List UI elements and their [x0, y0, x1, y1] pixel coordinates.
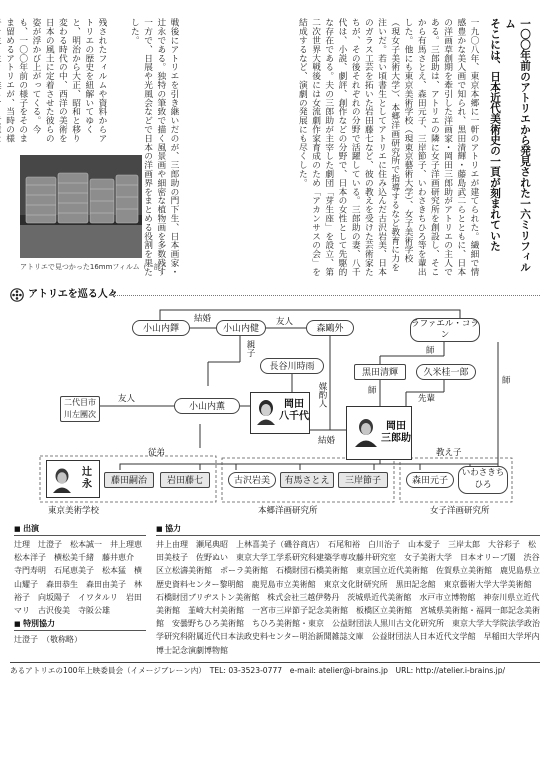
- headline-line1: 一〇〇年前のアトリエから発見された一六ミリフィルム: [504, 18, 531, 273]
- rel-yujin-left: 友人: [118, 394, 136, 404]
- photo-caption: アトリエで見つかった16mmフィルム（一部）: [20, 263, 168, 271]
- headline-line2: そこには、日本近代美術史の一頁が刻まれていた: [489, 18, 501, 252]
- rel-yujin-top: 友人: [276, 317, 294, 327]
- article-middle: 戦後にアトリエを引き継いだのが、三郎助の門下生、日本画家・辻永である。独特の筆致で描く風景画や細密な植物画を多数残す一方で、日展や光風会などで日本の洋画界をまとめる役割を果たした。: [129, 18, 179, 277]
- relationship-diagram: [0, 306, 550, 522]
- saburosuke-name-line1: 岡田: [386, 421, 406, 432]
- rel-baishakunin: 媒酌人: [317, 382, 327, 408]
- portrait-okada-yachiyo: [250, 392, 310, 434]
- node-iwasaki-chihiro: いわさきちひろ: [458, 466, 508, 494]
- article-closing: 残されたフィルムや資料からアトリエの歴史を紐解いてゆくと、明治から大正、昭和と移り変わる時代の中、西洋の美術を日本の風土に定着させた彼らの姿が浮かび上がってくる。今も、一〇〇年前の様子をそのまま留めるアトリエが、当時の様: [4, 18, 107, 143]
- portrait-okada-saburosuke: [346, 406, 412, 460]
- rel-oshiego: 教え子: [436, 448, 462, 458]
- group-joshi: 女子洋画研究所: [430, 506, 490, 516]
- rel-kekkon-mid: 結婚: [318, 436, 336, 446]
- section-header: [10, 288, 540, 304]
- section-title: アトリエを巡る人々: [28, 289, 118, 300]
- rel-senpai: 先輩: [418, 394, 436, 404]
- rel-shi-right: 師: [502, 376, 511, 386]
- node-arima-satoe: 有馬さとえ: [280, 472, 334, 488]
- credits-right-column: [156, 524, 540, 657]
- node-kuroda-seiki: 黒田清輝: [354, 364, 406, 380]
- tsuji-name-line1: 辻: [82, 467, 92, 478]
- appearance-heading: ■ 出演: [14, 524, 146, 536]
- group-hongo: 本郷洋画研究所: [258, 506, 318, 516]
- footer-contact: あるアトリエの100年上映委員会（イメージブレーン内） TEL: 03-3523-0777 e-mail: atelier@i-brains.jp URL: http://atelier.i-brains.jp/: [10, 662, 540, 679]
- special-list: 辻澄子 （敬称略）: [14, 635, 82, 645]
- appearance-list: 辻理 辻澄子 松本誠一 井上理恵 松本洋子 横松美千緒 藤井恵介 寺門寿明 石尾恵美子 松本猛 横山耀子 森田恭生 森田由美子 林裕子 向坂陽子 イワタルリ 岩田マリ 古沢俊美 寺阪公雄: [14, 540, 150, 616]
- yachiyo-name-line1: 岡田: [284, 399, 304, 410]
- tsuji-portrait-icon: [51, 467, 73, 493]
- node-mori-ogai: 森鷗外: [306, 320, 354, 336]
- node-kume-keiichiro: 久米桂一郎: [416, 364, 476, 380]
- credits: [14, 524, 540, 655]
- node-morita-motoko: 森田元子: [406, 472, 454, 488]
- yachiyo-portrait-icon: [255, 399, 277, 425]
- node-hasegawa-shigure: 長谷川時雨: [260, 358, 324, 374]
- film-reels-photo: [20, 155, 142, 258]
- article-body: 一九〇八年、東京本郷に一軒のアトリエが建てられた。繊細で情感豊かな美人画で知られ、黒田清輝・藤島武二らとともに、日本の洋画草創期を牽引した洋画家・岡田三郎助がアトリエの主人である。三郎助は、アトリエの隣に女子洋画研究所を創設し、そこから有馬さとえ、森田元子、三岸節子、いわさきちひろ等を輩出した。他にも東京美術学校（現東京藝術大学）、女子美術学校（現女子美術大学）、本郷洋画研究所で指導するなど教育に力を注いだ。若い頃書生としてアトリエに住み込んだ古沢岩美、日本のガラス工芸を拓いた岩田藤七など、彼の教えを受けた芸術家たちが、その後それぞれの分野で活躍している。三郎助の妻、八千代は、小説、劇評、創作などの分野で、日本の女性として先駆的な存在である。夫の三郎助が主宰した劇団「芽生座」を設立、第二次世界大戦後には女流劇作家育成のため「アカンサスの会」を結成するなど、演劇の発展にも尽くした。: [297, 18, 479, 277]
- saburosuke-portrait-icon: [353, 417, 379, 447]
- rel-shi-collin: 師: [426, 346, 435, 356]
- rel-kekkon-top: 結婚: [194, 314, 212, 324]
- rel-oyako: 親子: [245, 340, 255, 357]
- group-tokyo-bijutsu: 東京美術学校: [48, 506, 100, 516]
- cooperation-list: 井上由理 瀬尾典昭 上林喜美子（磯谷商店） 石尾和裕 白川治子 山本愛子 三岸太郎 大谷彩子 松田美枝子 佐野ぬい 東京大学工学系研究科建築学専攻藤井研究室 女子美術大学 日本オリーブ園 渋谷区立松濤美術館 ポーラ美術館 石橋財団石橋美術館 東京国立近代美術館 佐賀県立美術館 鹿児島県立歴史資料センター黎明館 鹿児島市立美術館 東京文化財研究所 黒田記念館 東京藝術大学大学美術館 石橋財団ブリヂストン美術館 株式会社三越伊勢丹 茨城県近代美術館 水戸市立博物館 神奈川県立近代美術館 韮崎大村美術館 一宮市三岸節子記念美術館 板橋区立美術館 宮城県美術館・福岡一郎記念美術館 安曇野ちひろ美術館 ちひろ美術館・東京 公益財団法人黒川古文化研究所 東京大学大学院法学政治学研究科附属近代日本法政史料センター明治新聞雑誌文庫 公益財団法人日本近代文学館 早稲田大学坪内博士記念演劇博物館: [156, 540, 540, 655]
- saburosuke-name-line2: 三郎助: [381, 433, 411, 444]
- node-raphael-collin: ラファエル・コラン: [411, 319, 479, 340]
- film-reel-icon: [10, 288, 24, 302]
- node-migishi-setsuko: 三岸節子: [338, 472, 388, 488]
- headline: [489, 18, 532, 280]
- node-koyama-taku: 小山内鐸: [132, 320, 190, 336]
- rel-shi-kuroda: 師: [368, 386, 377, 396]
- rel-jutei: 従弟: [148, 448, 166, 458]
- tsuji-name-line2: 永: [82, 479, 92, 490]
- section-divider: [110, 295, 540, 296]
- credits-left-column: [14, 524, 150, 646]
- node-fujita-tsuguharu: 藤田嗣治: [104, 472, 154, 488]
- special-heading: ■ 特別協力: [14, 619, 146, 631]
- yachiyo-name-line2: 八千代: [279, 411, 309, 422]
- node-furusawa-iwami: 古沢岩美: [228, 472, 276, 488]
- node-iwata-toshichi: 岩田藤七: [160, 472, 210, 488]
- node-koyama-kaoru: 小山内薫: [174, 398, 240, 414]
- portrait-tsuji-hisashi: [46, 460, 100, 498]
- node-koyama-ken: 小山内健: [216, 320, 266, 336]
- node-ichikawa-sadanji: 二代目市川左團次: [60, 396, 100, 422]
- cooperation-heading: ■ 協力: [156, 524, 540, 536]
